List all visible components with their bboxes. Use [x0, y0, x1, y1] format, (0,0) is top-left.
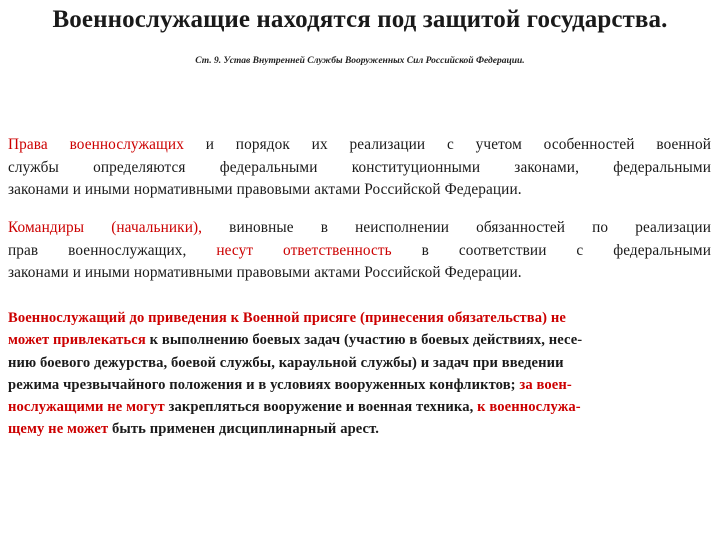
highlight-text: Командиры (начальники), [8, 219, 203, 236]
body-text: виновные в неисполнении обязанностей по реализации [202, 219, 711, 236]
body-text: к выполнению боевых задач (участию в боевых действиях, несе- [145, 332, 583, 349]
paragraph-line [8, 240, 711, 263]
highlight-text: за воен- [519, 376, 572, 393]
paragraph-line [8, 418, 711, 440]
paragraph-line: нию боевого дежурства, боевой службы, караульной службы) и задач при введении [8, 354, 564, 371]
paragraph-oath [8, 307, 711, 441]
body-text: в соответствии с федеральными [391, 241, 711, 259]
paragraph-line [8, 134, 711, 157]
source-reference: Ст. 9. Устав Внутренней Службы Вооруженных Сил Российской Федерации. [195, 56, 525, 66]
paragraph-line: законами и иными нормативными правовыми актами Российской Федерации. [8, 264, 522, 281]
highlight-text: может привлекаться [8, 332, 146, 349]
highlight-text: нослужащими не могут [8, 399, 165, 416]
highlight-text: Военнослужащий до приведения к Военной присяге (принесения обязательства) не [8, 310, 566, 326]
paragraph-line: службы определяются федеральными конституционными законами, федеральными [8, 158, 711, 176]
paragraph-commanders [8, 217, 711, 285]
paragraph-line [8, 217, 711, 240]
paragraph-line [8, 396, 711, 418]
body-text: режима чрезвычайного положения и в условиях вооруженных конфликтов; [8, 376, 520, 393]
paragraph-rights [8, 134, 711, 202]
paragraph-line: законами и иными нормативными правовыми актами Российской Федерации. [8, 181, 522, 198]
highlight-text: к военнослужа- [477, 399, 581, 416]
highlight-text: несут ответственность [216, 241, 392, 259]
paragraph-line [8, 374, 711, 396]
paragraph-line [8, 329, 711, 351]
body-text: закрепляться вооружение и военная техника, [164, 399, 478, 416]
body-text: прав военнослужащих, [8, 241, 217, 259]
highlight-text: щему не может [8, 421, 109, 438]
highlight-text: Права военнослужащих [8, 136, 184, 153]
body-text: и порядок их реализации с учетом особенностей военной [183, 136, 711, 153]
body-text: быть применен дисциплинарный арест. [108, 421, 380, 438]
page-title: Военнослужащие находятся под защитой государства. [52, 6, 668, 33]
